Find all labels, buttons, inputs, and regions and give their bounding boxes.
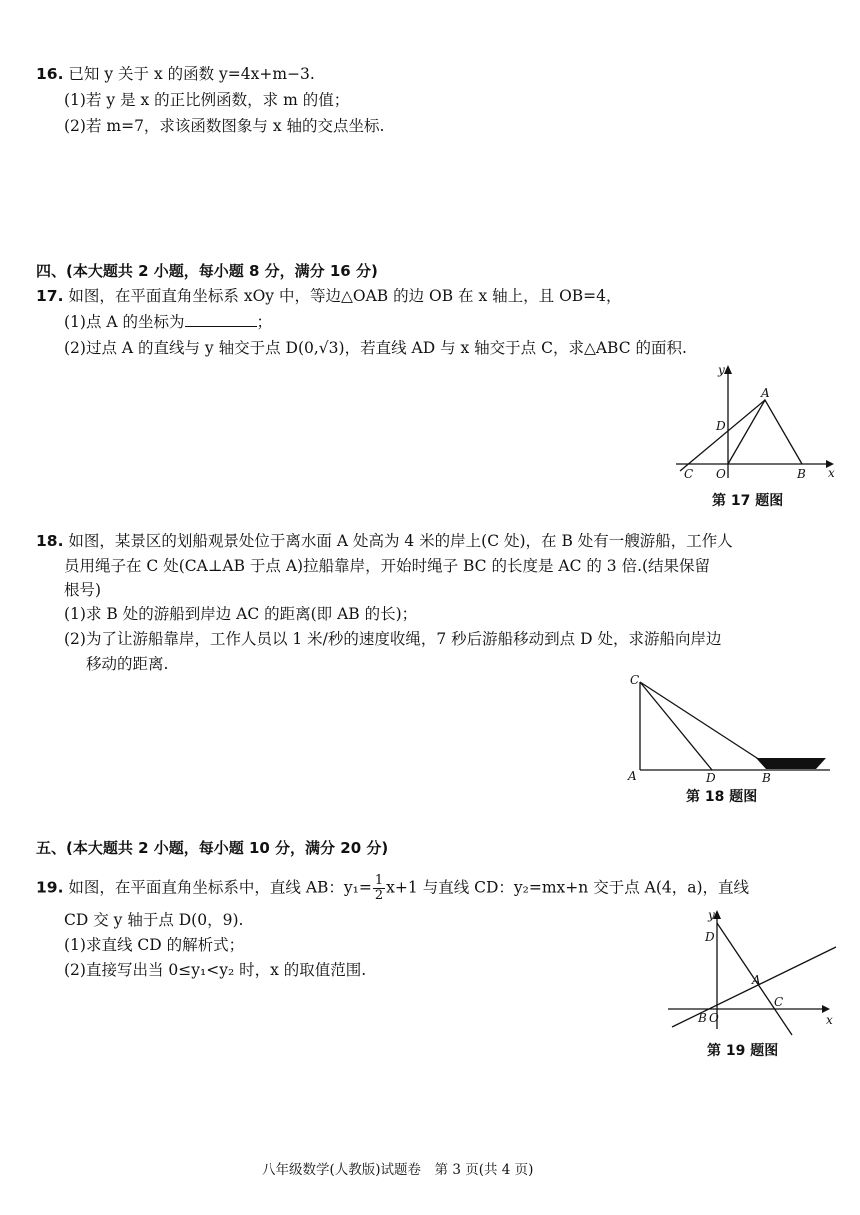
q18-line1-text: 如图，某景区的划船观景处位于离水面 A 处高为 4 米的岸上(C 处)，在 B 处有一艘游船，工作人 [68, 532, 733, 550]
q19-line1 [36, 874, 749, 903]
q19-label-B: B [698, 1011, 707, 1025]
q18-label-C: C [630, 673, 640, 687]
q18-label-A: A [628, 769, 637, 783]
q19-label-A: A [752, 973, 761, 987]
boat-icon [756, 758, 826, 769]
q17-part1 [64, 312, 272, 332]
q17-label-O: O [716, 467, 726, 481]
q17-label-B: B [797, 467, 806, 481]
q19-label-D: D [705, 930, 715, 944]
q19-part2: (2)直接写出当 0≤y₁<y₂ 时，x 的取值范围. [64, 961, 367, 979]
q17-label-y: y [718, 363, 725, 377]
q18-line2: 员用绳子在 C 处(CA⊥AB 于点 A)拉船靠岸，开始时绳子 BC 的长度是 AC 的 3 倍.(结果保留 [64, 557, 711, 575]
q18-figure [620, 668, 840, 788]
q17-stem-text: 如图，在平面直角坐标系 xOy 中，等边△OAB 的边 OB 在 x 轴上，且 OB=4， [68, 287, 622, 305]
q16-stem [36, 64, 315, 84]
q17-caption: 第 17 题图 [712, 493, 784, 509]
fraction-denominator: 2 [374, 888, 384, 903]
q17-label-D: D [716, 419, 726, 433]
q19-label-y: y [708, 908, 715, 922]
q18-part2b: 移动的距离. [86, 655, 169, 673]
q17-part1-text: (1)点 A 的坐标为 [64, 313, 185, 331]
q19-figure [664, 905, 840, 1040]
q16-stem-text: 已知 y 关于 x 的函数 y=4x+m−3. [68, 65, 315, 83]
q19-line1-text-a: 如图，在平面直角坐标系中，直线 AB：y₁= [68, 878, 372, 897]
answer-blank [185, 312, 257, 327]
q19-line2: CD 交 y 轴于点 D(0，9). [64, 911, 244, 929]
q18-line3: 根号) [64, 581, 102, 599]
q17-label-A: A [761, 386, 770, 400]
fraction [373, 874, 385, 903]
q18-caption: 第 18 题图 [686, 789, 758, 805]
q18-label-D: D [706, 771, 716, 785]
q18-label-B: B [762, 771, 771, 785]
q17-figure [670, 360, 840, 490]
q17-label-C: C [684, 467, 694, 481]
q18-part1: (1)求 B 处的游船到岸边 AC 的距离(即 AB 的长)； [64, 605, 418, 623]
q19-caption: 第 19 题图 [707, 1043, 779, 1059]
q18-number: 18. [36, 532, 64, 550]
q19-line1-text-b: x+1 与直线 CD：y₂=mx+n 交于点 A(4，a)，直线 [386, 878, 750, 897]
q19-label-C: C [774, 995, 784, 1009]
fraction-numerator: 1 [374, 873, 384, 888]
q19-label-x: x [826, 1013, 833, 1027]
section-4-heading: 四、(本大题共 2 小题，每小题 8 分，满分 16 分) [36, 262, 378, 280]
q16-part2: (2)若 m=7，求该函数图象与 x 轴的交点坐标. [64, 117, 385, 135]
q18-line1 [36, 531, 733, 551]
q18-part2a: (2)为了让游船靠岸，工作人员以 1 米/秒的速度收绳，7 秒后游船移动到点 D 处，求游船向岸边 [64, 630, 722, 648]
q19-part1: (1)求直线 CD 的解析式； [64, 936, 245, 954]
q19-number: 19. [36, 878, 64, 897]
q17-part1-end: ； [256, 313, 273, 331]
q19-label-O: O [709, 1011, 719, 1025]
q16-part1: (1)若 y 是 x 的正比例函数，求 m 的值； [64, 91, 350, 109]
q17-stem [36, 286, 622, 306]
q17-number: 17. [36, 287, 64, 305]
q17-label-x: x [828, 466, 835, 480]
q17-part2: (2)过点 A 的直线与 y 轴交于点 D(0,√3)，若直线 AD 与 x 轴交于点 C，求△ABC 的面积. [64, 339, 687, 357]
section-5-heading: 五、(本大题共 2 小题，每小题 10 分，满分 20 分) [36, 839, 389, 857]
q16-number: 16. [36, 65, 64, 83]
page-footer: 八年级数学(人教版)试题卷 第 3 页(共 4 页) [262, 1162, 534, 1178]
